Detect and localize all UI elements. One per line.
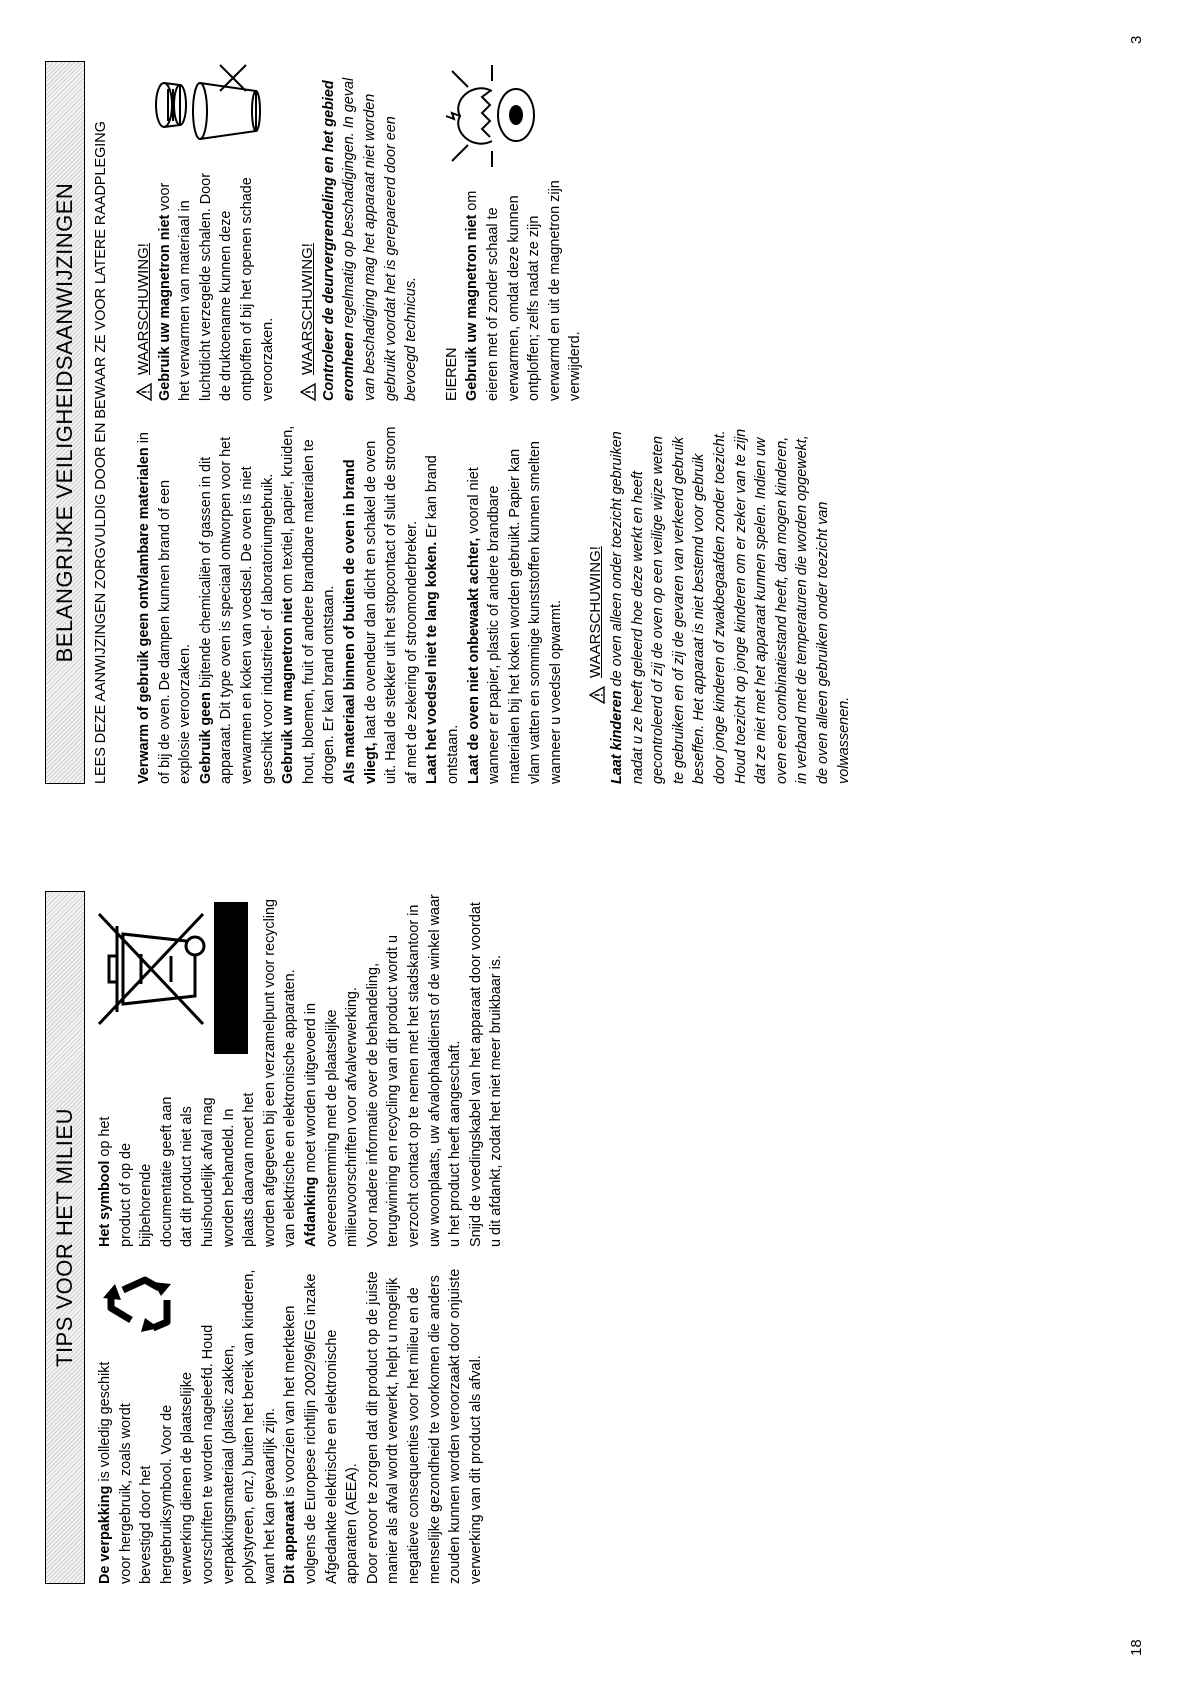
sealed-text: voor het verwarmen van materiaal in luchtdicht verzegelde schalen. Door de druktoename kunnen deze ontploffen of bij het openen schade veroorzaken.	[156, 173, 276, 401]
environment-title: TIPS VOOR HET MILIEU	[52, 1108, 77, 1367]
door-warning	[298, 61, 319, 401]
environment-title-banner	[45, 891, 85, 1584]
fire-bold: Als materiaal binnen of buiten de oven in brand vliegt,	[341, 459, 379, 784]
safety-column-2	[134, 61, 586, 401]
door-text: regelmatig op beschadigingen. In geval van beschadiging mag het apparaat niet worden gebruikt voordat het is gerepareerd door een bevoegd technicus.	[341, 77, 420, 401]
symbol-text: op het product of op de bijbehorende documentatie geeft aan dat dit product niet als huishoudelijk afval mag worden behandeld. In plaats daarvan moet het worden afgegeven bij een verzamelpunt voor recycling van elektrische en elektronische apparaten.	[97, 899, 299, 1247]
weee-symbol	[91, 892, 248, 1064]
information-text: Voor nadere informatie over de behandeling, terugwinning en recycling van dit product wordt u verzocht contact op te nemen met het stadskantoor in uw woonplaats, uw afvalophaaldienst of de winkel waar u het product heeft aangeschaft.	[364, 894, 464, 1247]
children-warning-label: WAARSCHUWING!	[587, 546, 605, 678]
flammable-text: in of bij de oven. De dampen kunnen brand of een explosie veroorzaken.	[136, 432, 194, 784]
drying-bold: Gebruik uw magnetron niet	[280, 597, 297, 784]
page-number-left: 18	[1128, 1639, 1145, 1656]
safety-intro-text: LEES DEZE AANWIJZINGEN ZORGVULDIG DOOR EN BEWAAR ZE VOOR LATERE RAADPLEGING	[93, 121, 109, 784]
chemicals-text: bijtende chemicaliën of gassen in dit apparaat. Dit type oven is speciaal ontworpen voor het verwarmen en koken van voedsel. De oven is niet geschikt voor industrieel- of laboratoriumgebruik.	[197, 436, 276, 784]
packaging-bold: De verpakking	[97, 1485, 113, 1584]
warning-triangle-icon	[136, 383, 152, 401]
safety-title: BELANGRIJKE VEILIGHEIDSAANWIJZINGEN	[52, 182, 77, 663]
recycle-icon	[101, 1270, 177, 1334]
afdanking-text: moet worden uitgevoerd in overeenstemming met de plaatselijke milieuvoorschriften voor afvalverwerking.	[302, 987, 361, 1247]
symbol-bold: Het symbool	[97, 1160, 113, 1247]
overcook-bold: Laat het voedsel niet te lang koken.	[424, 541, 441, 784]
exploding-egg-icon	[442, 61, 542, 171]
safety-title-banner	[45, 61, 85, 784]
safety-column-1	[134, 424, 854, 784]
sealed-warning	[134, 167, 155, 401]
environment-column-2	[95, 892, 507, 1247]
afdanking-bold: Afdanking	[302, 1176, 319, 1247]
eggs-heading: EIEREN	[443, 347, 460, 401]
environment-column-1	[95, 1266, 486, 1584]
packaging-text: is volledig geschikt voor hergebruik, zoals wordt bevestigd door het hergebruiksymbool. Voor de verwerking dienen de plaatselijke voorschriften te worden nageleefd. Houd verpakkingsmateriaal (plastic zakken, polystyreen, enz.) buiten het bereik van kinderen, want het kan gevaarlijk zijn.	[97, 1269, 278, 1584]
unattended-text: vooral niet wanneer er papier, plastic of andere brandbare materialen bij het koken worden gebruikt. Papier kan vlam vatten en sommige kunststoffen kunnen smelten wanneer u voedsel opwarmt.	[465, 441, 564, 784]
weee-black-bar	[214, 902, 248, 1054]
fire-text: laat de ovendeur dan dicht en schakel de oven uit. Haal de stekker uit het stopcontact of sluit de stroom af met de zekering of stroomonderbreker.	[362, 426, 420, 784]
children-warning	[586, 424, 607, 784]
children-bold: Laat kinderen	[609, 690, 626, 784]
unattended-bold: Laat de oven niet onbewaakt achter,	[465, 537, 482, 784]
sealed-bold: Gebruik uw magnetron niet	[156, 214, 173, 401]
disposal-text: Door ervoor te zorgen dat dit product op de juiste manier als afval wordt verwerkt, helpt u mogelijk negatieve consequenties voor het milieu en de menselijke gezondheid te voorkomen die anders zouden kunnen worden veroorzaakt door onjuiste verwerking van dit product als afval.	[364, 1268, 484, 1584]
warning-triangle-icon	[300, 383, 316, 401]
sealed-warning-label: WAARSCHUWING!	[135, 243, 152, 375]
drying-text: om textiel, papier, kruiden, hout, bloemen, fruit of andere brandbare materialen te drogen. Er kan brand ontstaan.	[280, 425, 338, 784]
safety-intro	[91, 64, 112, 784]
overcook-text: Er kan brand ontstaan.	[424, 455, 461, 784]
warning-triangle-icon	[589, 686, 605, 704]
appliance-bold: Dit apparaat	[282, 1500, 299, 1584]
appliance-text: is voorzien van het merkteken volgens de Europese richtlijn 2002/96/EG inzake Afgedankte elektrische en elektronische apparaten (AEEA).	[282, 1273, 361, 1584]
children-text: de oven alleen onder toezicht gebruiken nadat u ze heeft geleerd hoe deze werkt en heeft gecontroleerd of zij de oven op een veilige wijze weten te gebruiken en of zij de gevaren van verkeerd gebruik beseffen. Het apparaat is niet bestemd voor gebruik door jonge kinderen of zwakbegaafden zonder toezicht. Houd toezicht op jonge kinderen om er zeker van te zijn dat ze niet met het apparaat kunnen spelen. Indien uw oven een combinatiestand heeft, dan mogen kinderen, in verband met de temperaturen die worden opgewekt, de oven alleen gebruiken onder toezicht van volwassenen.	[609, 428, 852, 784]
door-warning-label: WAARSCHUWING!	[299, 243, 317, 375]
sealed-jar-icon	[138, 61, 264, 161]
eggs-bold: Gebruik uw magnetron niet	[464, 214, 481, 401]
page-number-right: 3	[1128, 35, 1145, 44]
eggs-text: om eieren met of zonder schaal te verwarmen, omdat deze kunnen ontploffen; zelfs nadat ze zijn verwarmd en uit de magnetron zijn verwijderd.	[464, 180, 584, 401]
crossed-bin-icon	[91, 892, 207, 1064]
flammable-bold: Verwarm of gebruik geen ontvlambare materialen	[136, 447, 152, 784]
chemicals-bold: Gebruik geen	[197, 692, 214, 784]
cut-cable-text: Snijd de voedingskabel van het apparaat door voordat u dit afdankt, zodat het niet meer bruikbaar is.	[467, 902, 505, 1247]
door-bold: Controleer de deurvergrendeling en het gebied eromheen	[320, 80, 358, 401]
